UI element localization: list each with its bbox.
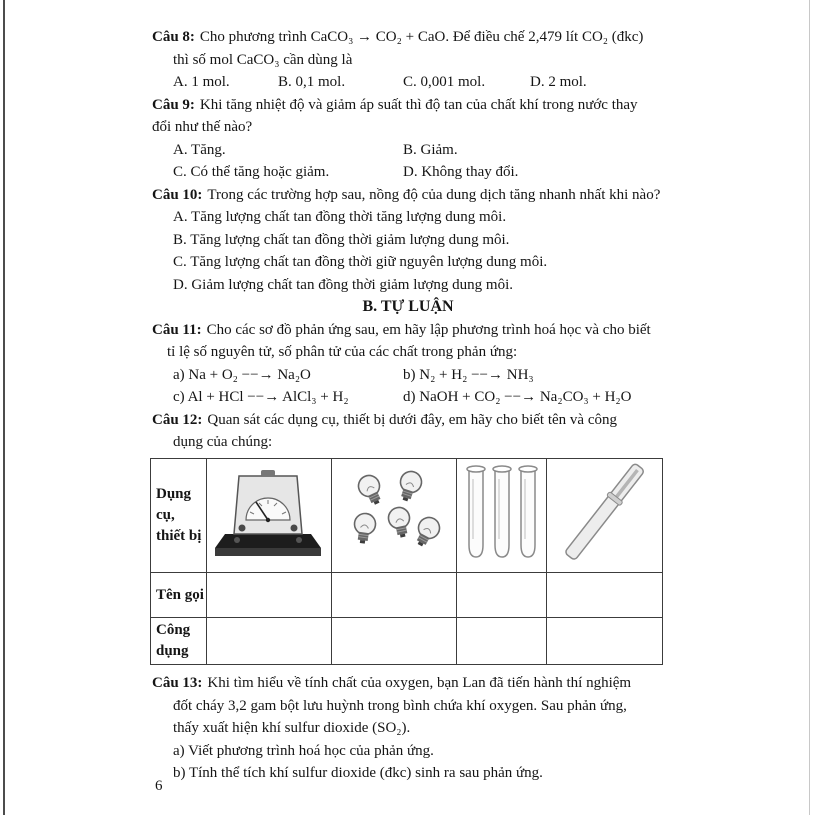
question-8-label: Câu 8: xyxy=(152,29,195,45)
option-d: D. Giảm lượng chất tan đồng thời giảm lượng dung môi. xyxy=(173,276,514,293)
question-8-text1: Cho phương trình CaCO₃ → CO₂ + CaO. Để điều chế 2,479 lít CO₂ (đkc) xyxy=(199,29,644,45)
galvanometer-icon xyxy=(209,462,329,562)
equation-c: c) Al + HCl −−→ AlCl₃ + H₂ xyxy=(173,389,349,405)
question-11 xyxy=(152,319,664,409)
equipment-cell-holder xyxy=(547,458,663,573)
row-header-use: Công dụng xyxy=(151,618,207,665)
answer-cell xyxy=(547,618,663,665)
equation-b: b) N₂ + H₂ −−→ NH₃ xyxy=(403,366,534,383)
question-10-text1: Trong các trường hợp sau, nồng độ của dung dịch tăng nhanh nhất khi nào? xyxy=(207,186,661,203)
answer-cell xyxy=(207,573,332,618)
answer-cell xyxy=(332,618,457,665)
answer-cell xyxy=(332,573,457,618)
question-13-text3: thấy xuất hiện khí sulfur dioxide (SO₂). xyxy=(173,720,411,736)
option-a: A. Tăng. xyxy=(173,141,226,158)
equation-a: a) Na + O₂ −−→ Na₂O xyxy=(173,366,311,383)
question-8 xyxy=(152,26,664,94)
page-number: 6 xyxy=(155,778,163,794)
option-a: A. 1 mol. xyxy=(173,74,230,90)
option-c: C. 0,001 mol. xyxy=(403,74,486,90)
question-10-label: Câu 10: xyxy=(152,186,203,203)
question-9-text1: Khi tăng nhiệt độ và giảm áp suất thì độ tan của chất khí trong nước thay xyxy=(199,96,638,113)
row-header-name: Tên gọi xyxy=(151,573,207,618)
answer-cell xyxy=(207,618,332,665)
option-c: C. Có thể tăng hoặc giảm. xyxy=(173,164,330,180)
question-13-sub-b: b) Tính thể tích khí sulfur dioxide (đkc) sinh ra sau phản ứng. xyxy=(173,765,543,781)
equipment-table xyxy=(150,458,663,666)
page-left-edge xyxy=(3,0,5,815)
question-11-equations xyxy=(152,364,664,409)
question-9-text2: đổi như thế nào? xyxy=(152,119,253,135)
question-12-text2: dụng của chúng: xyxy=(173,434,273,450)
equipment-cell-test-tubes xyxy=(457,458,547,573)
equation-d: d) NaOH + CO₂ −−→ Na₂CO₃ + H₂O xyxy=(403,389,632,405)
table-row-name xyxy=(151,573,663,618)
option-d: D. 2 mol. xyxy=(530,74,587,90)
question-11-line1 xyxy=(152,319,664,342)
option-b: B. 0,1 mol. xyxy=(278,74,346,90)
light-bulbs-icon xyxy=(335,464,453,560)
question-13-line1 xyxy=(152,672,664,695)
option-b: B. Giảm. xyxy=(403,141,458,158)
answer-cell xyxy=(457,573,547,618)
equipment-cell-galvanometer xyxy=(207,458,332,573)
row-header-equipment: Dụng cụ, thiết bị xyxy=(151,458,207,573)
question-12-line1 xyxy=(152,409,664,432)
table-row-use xyxy=(151,618,663,665)
test-tubes-icon xyxy=(460,461,544,563)
equipment-cell-bulbs xyxy=(332,458,457,573)
option-b: B. Tăng lượng chất tan đồng thời giảm lượng dung môi. xyxy=(173,231,510,248)
question-13-text1: Khi tìm hiểu về tính chất của oxygen, bạn Lan đã tiến hành thí nghiệm xyxy=(207,675,632,691)
question-13-sub-a: a) Viết phương trình hoá học của phản ứng. xyxy=(173,742,434,759)
answer-cell xyxy=(547,573,663,618)
question-12-label: Câu 12: xyxy=(152,411,203,428)
answer-cell xyxy=(457,618,547,665)
question-9 xyxy=(152,94,664,184)
question-13-label: Câu 13: xyxy=(152,675,203,691)
question-8-line1 xyxy=(152,26,664,49)
question-11-text2: tỉ lệ số nguyên tử, số phân tử của các chất trong phản ứng: xyxy=(167,344,518,360)
question-11-label: Câu 11: xyxy=(152,321,202,338)
option-a: A. Tăng lượng chất tan đồng thời tăng lượng dung môi. xyxy=(173,209,507,225)
question-8-options xyxy=(152,71,664,94)
option-d: D. Không thay đổi. xyxy=(403,164,519,180)
section-b-heading: B. TỰ LUẬN xyxy=(362,298,454,315)
question-9-label: Câu 9: xyxy=(152,96,195,113)
page-right-edge xyxy=(809,0,810,815)
question-9-options xyxy=(152,139,664,184)
question-8-text2: thì số mol CaCO₃ cần dùng là xyxy=(173,51,353,68)
page-content xyxy=(152,26,664,785)
question-9-line1 xyxy=(152,94,664,117)
question-11-text1: Cho các sơ đồ phản ứng sau, em hãy lập phương trình hoá học và cho biết xyxy=(206,321,651,338)
question-13 xyxy=(152,672,664,785)
question-12-text1: Quan sát các dụng cụ, thiết bị dưới đây, em hãy cho biết tên và công xyxy=(207,411,617,428)
question-10-line1 xyxy=(152,184,664,207)
table-row-equipment xyxy=(151,458,663,573)
question-10 xyxy=(152,184,664,297)
question-12 xyxy=(152,409,664,666)
question-13-text2: đốt cháy 3,2 gam bột lưu huỳnh trong bình chứa khí oxygen. Sau phản ứng, xyxy=(173,697,627,714)
test-tube-holder-icon xyxy=(551,463,659,561)
option-c: C. Tăng lượng chất tan đồng thời giữ nguyên lượng dung môi. xyxy=(173,254,548,270)
